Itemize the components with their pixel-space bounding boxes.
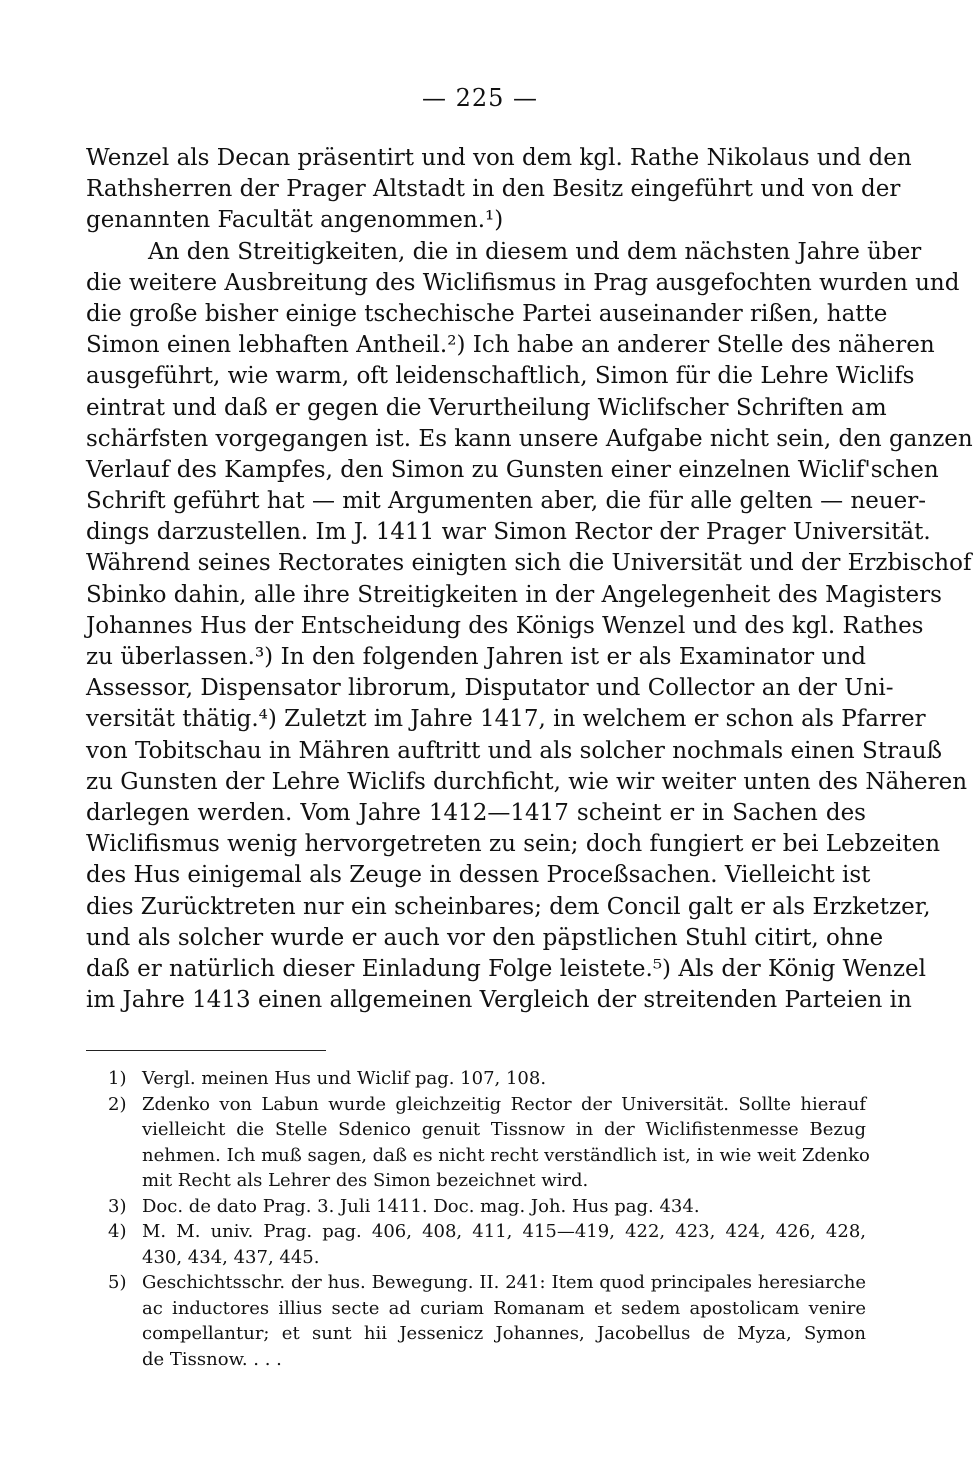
footnote-line [108, 1270, 866, 1296]
text-line: Sbinko dahin, alle ihre Streitigkeiten in der Angelegenheit des Magisters [86, 581, 942, 608]
text-line: Johannes Hus der Entscheidung des Königs Wenzel und des kgl. Rathes [86, 612, 924, 639]
footnote-number: 2) [108, 1093, 127, 1115]
footnote-number: 5) [108, 1272, 127, 1293]
text-line: Rathsherren der Prager Altstadt in den Besitz eingeführt und von der [86, 176, 901, 203]
footnote-text: Geschichtsschr. der hus. Bewegung. II. 241: Item quod principales heresiarche [142, 1272, 866, 1293]
footnote-line [108, 1066, 866, 1092]
footnote-line: compellantur; et sunt hii Jessenicz Johannes, Jacobellus de Myza, Symon [142, 1323, 866, 1344]
footnote-line: 430, 434, 437, 445. [142, 1246, 320, 1268]
text-line: zu überlassen.³) In den folgenden Jahren ist er als Examinator und [86, 644, 866, 670]
text-line: die große bisher einige tschechische Partei auseinander rißen, hatte [86, 300, 888, 327]
text-line: Assessor, Dispensator librorum, Disputator und Collector an der Uni- [86, 675, 894, 702]
text-line: Wiclifismus wenig hervorgetreten zu sein; doch fungiert er bei Lebzeiten [86, 831, 941, 858]
footnote-text: Zdenko von Labun wurde gleichzeitig Rector der Universität. Sollte hierauf [142, 1093, 866, 1115]
text-line: im Jahre 1413 einen allgemeinen Vergleich der streitenden Parteien in [86, 987, 912, 1014]
text-line: Verlauf des Kampfes, den Simon zu Gunsten einer einzelnen Wiclif'schen [86, 456, 939, 483]
footnote-number: 4) [108, 1221, 127, 1242]
page-number: — 225 — [421, 84, 539, 112]
text-line: Simon einen lebhaften Antheil.²) Ich habe an anderer Stelle des näheren [86, 332, 935, 359]
text-line: und als solcher wurde er auch vor den päpstlichen Stuhl citirt, ohne [86, 924, 884, 951]
footnote-text: Doc. de dato Prag. 3. Juli 1411. Doc. mag. Joh. Hus pag. 434. [142, 1195, 700, 1217]
footnote-text: M. M. univ. Prag. pag. 406, 408, 411, 415—419, 422, 423, 424, 426, 428, [142, 1221, 866, 1242]
text-line: dings darzustellen. Im J. 1411 war Simon Rector der Prager Universität. [86, 519, 931, 546]
footnote-line [108, 1092, 866, 1118]
text-line: von Tobitschau in Mähren auftritt und als solcher nochmals einen Strauß [86, 737, 942, 764]
text-line: An den Streitigkeiten, die in diesem und dem nächsten Jahre über [148, 238, 922, 265]
footnotes [108, 1066, 870, 1372]
text-line: Während seines Rectorates einigten sich die Universität und der Erzbischof [86, 550, 972, 577]
footnote-line: de Tissnow. . . . [142, 1348, 282, 1370]
text-line: des Hus einigemal als Zeuge in dessen Proceßsachen. Vielleicht ist [86, 862, 871, 889]
text-line: zu Gunsten der Lehre Wiclifs durchficht, wie wir weiter unten des Näheren [86, 768, 968, 795]
footnote-line: vielleicht die Stelle Sdenico genuit Tissnow in der Wiclifistenmesse Bezug [142, 1119, 866, 1140]
text-line: Schrift geführt hat — mit Argumenten aber, die für alle gelten — neuer- [86, 488, 927, 515]
footnote-text: Vergl. meinen Hus und Wiclif pag. 107, 108. [142, 1068, 547, 1089]
text-line: versität thätig.⁴) Zuletzt im Jahre 1417, in welchem er schon als Pfarrer [86, 706, 926, 733]
text-line: darlegen werden. Vom Jahre 1412—1417 scheint er in Sachen des [86, 799, 866, 826]
text-line: die weitere Ausbreitung des Wiclifismus in Prag ausgefochten wurden und [86, 269, 960, 296]
text-line: genannten Facultät angenommen.¹) [86, 207, 504, 234]
text-line: Wenzel als Decan präsentirt und von dem kgl. Rathe Nikolaus und den [86, 145, 912, 171]
footnote-line [108, 1194, 866, 1220]
footnote-line: ac inductores illius secte ad curiam Romanam et sedem apostolicam venire [142, 1297, 866, 1319]
text-line: dies Zurücktreten nur ein scheinbares; dem Concil galt er als Erzketzer, [86, 893, 931, 920]
body-text [86, 143, 973, 1016]
text-line: daß er natürlich dieser Einladung Folge leistete.⁵) Als der König Wenzel [86, 955, 926, 982]
text-line: schärfsten vorgegangen ist. Es kann unsere Aufgabe nicht sein, den ganzen [86, 425, 973, 452]
footnote-line: mit Recht als Lehrer des Simon bezeichnet wird. [142, 1170, 589, 1191]
footnote-line: nehmen. Ich muß sagen, daß es nicht recht verständlich ist, in wie weit Zdenko [142, 1144, 870, 1166]
text-line: eintrat und daß er gegen die Verurtheilung Wiclifscher Schriften am [86, 394, 887, 421]
text-line: ausgeführt, wie warm, oft leidenschaftlich, Simon für die Lehre Wiclifs [86, 363, 915, 390]
footnote-number: 1) [108, 1068, 127, 1089]
footnote-line [108, 1219, 866, 1245]
footnote-divider [86, 1050, 326, 1051]
footnote-number: 3) [108, 1195, 127, 1217]
